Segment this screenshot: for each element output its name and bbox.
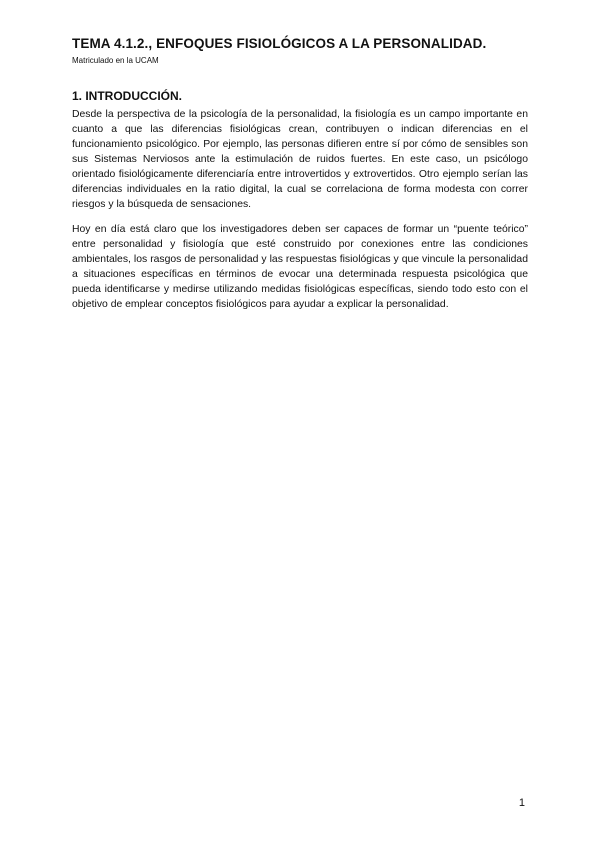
page-number: 1	[518, 797, 525, 809]
paragraph-introduction-1: Desde la perspectiva de la psicología de la personalidad, la fisiología es un campo importante en cuanto a que las diferencias fisiológicas crean, contribuyen o indican diferencias en el funcionamiento psicológico. Por ejemplo, las personas difieren entre sí por cómo de sensibles son sus Sistemas Nerviosos ante la estimulación de ruidos fuertes. En este caso, un psicólogo orientado fisiológicamente diferenciaría entre introvertidos y extrovertidos. Otro ejemplo serían las diferencias individuales en la ratio digital, la cual se correlaciona de forma modesta con correr riesgos y la búsqueda de sensaciones.	[72, 109, 528, 210]
paragraph-introduction-2: Hoy en día está claro que los investigadores deben ser capaces de formar un “puente teórico” entre personalidad y fisiología que esté construido por conexiones entre las condiciones ambientales, los rasgos de personalidad y las respuestas fisiológicas y que vincule la personalidad a situaciones específicas en términos de evocar una determinada respuesta psicológica que pueda identificarse y medirse utilizando medidas fisiológicas específicas, siendo todo esto con el objetivo de emplear conceptos fisiológicos para ayudar a explicar la personalidad.	[72, 224, 528, 310]
page-subtitle: Matriculado en la UCAM	[72, 56, 159, 65]
section-heading: 1. INTRODUCCIÓN.	[72, 89, 183, 103]
page-title: TEMA 4.1.2., ENFOQUES FISIOLÓGICOS A LA PERSONALIDAD.	[72, 36, 487, 51]
